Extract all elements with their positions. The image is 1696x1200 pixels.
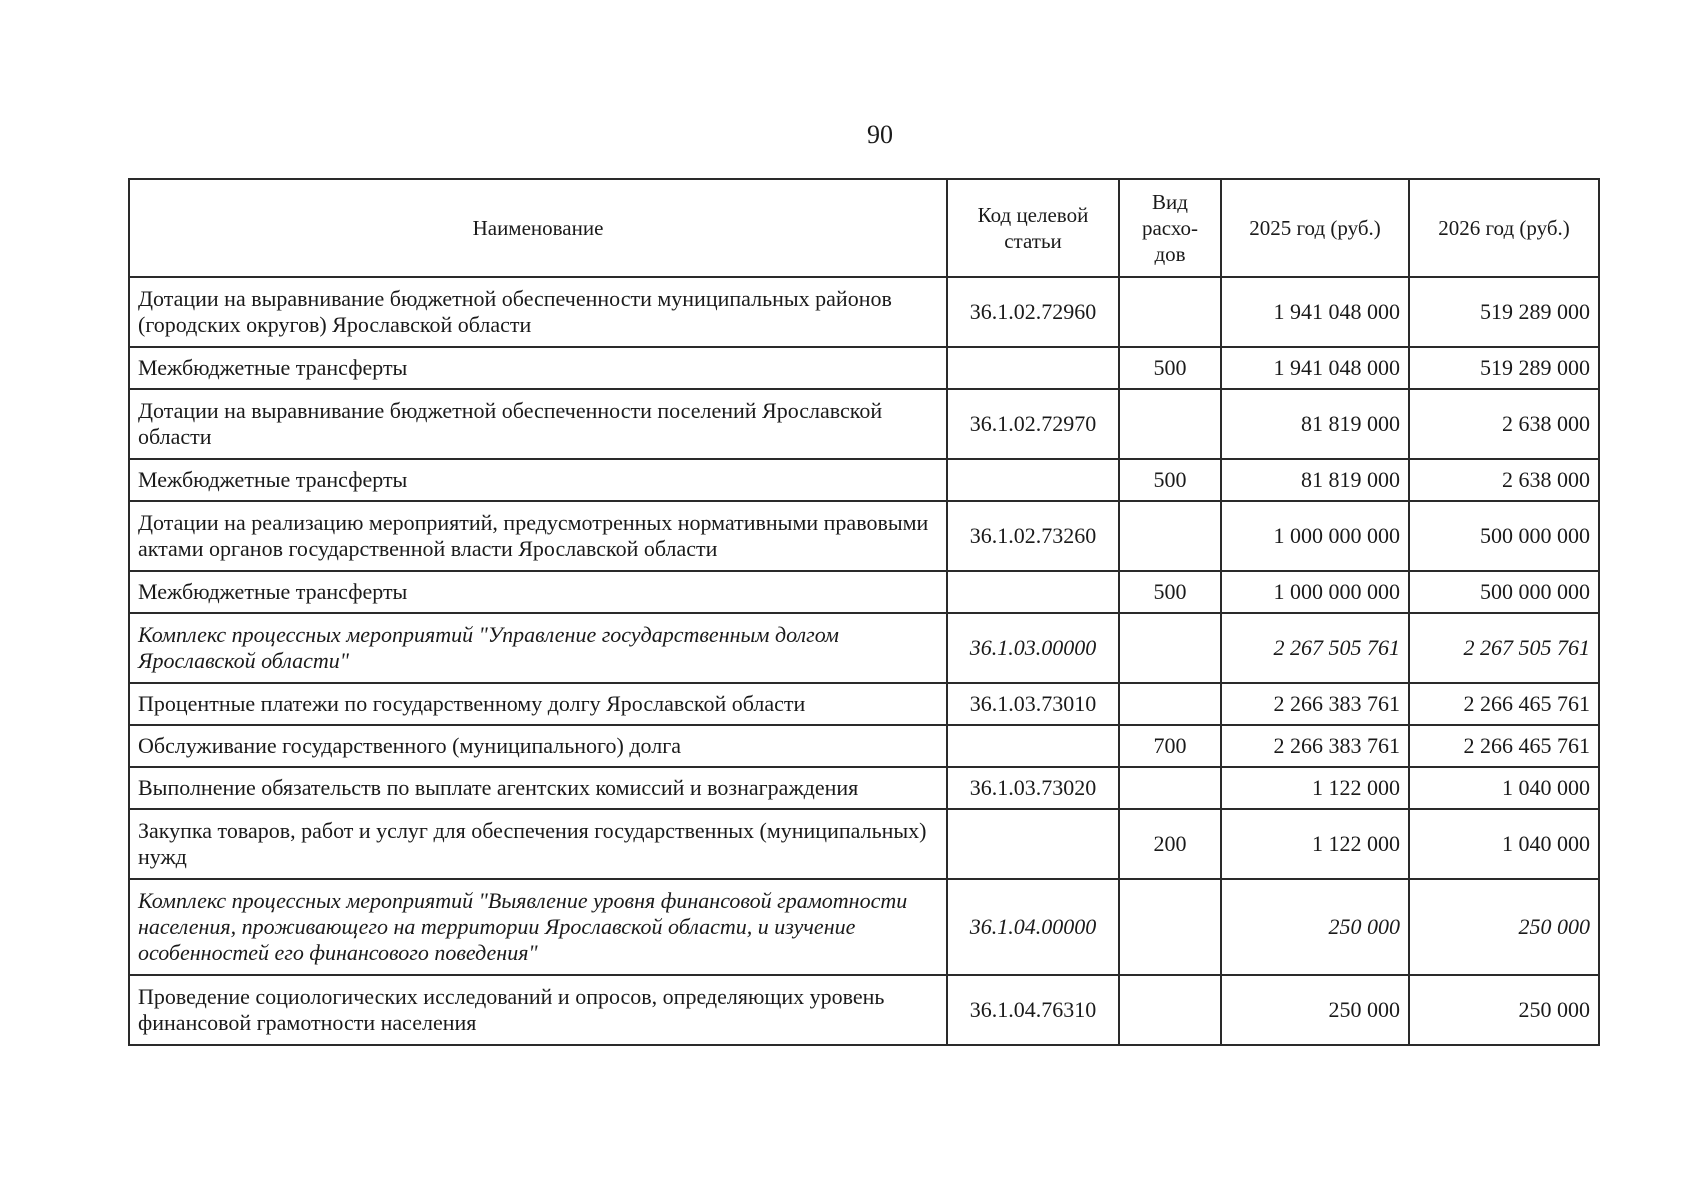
row-name: Процентные платежи по государственному долгу Ярославской области xyxy=(129,683,947,725)
row-amount-2026: 500 000 000 xyxy=(1409,571,1599,613)
row-expense-type xyxy=(1119,389,1221,459)
row-name: Закупка товаров, работ и услуг для обеспечения государственных (муниципальных) нужд xyxy=(129,809,947,879)
row-amount-2026: 2 267 505 761 xyxy=(1409,613,1599,683)
row-code xyxy=(947,809,1119,879)
row-expense-type xyxy=(1119,613,1221,683)
row-amount-2025: 2 266 383 761 xyxy=(1221,725,1409,767)
table-row xyxy=(129,683,1599,725)
row-amount-2025: 81 819 000 xyxy=(1221,389,1409,459)
header-row xyxy=(129,179,1599,277)
table-row xyxy=(129,809,1599,879)
table-row xyxy=(129,767,1599,809)
header-2025: 2025 год (руб.) xyxy=(1221,179,1409,277)
row-name: Комплекс процессных мероприятий "Выявление уровня финансовой грамотности населения, проживающего на территории Ярославской области, и изучение особенностей его финансового поведения" xyxy=(129,879,947,975)
table-row xyxy=(129,975,1599,1045)
header-code: Код целевой статьи xyxy=(947,179,1119,277)
table-row xyxy=(129,613,1599,683)
row-amount-2025: 1 122 000 xyxy=(1221,809,1409,879)
header-2026: 2026 год (руб.) xyxy=(1409,179,1599,277)
row-amount-2026: 2 266 465 761 xyxy=(1409,725,1599,767)
row-expense-type: 500 xyxy=(1119,571,1221,613)
table-row xyxy=(129,725,1599,767)
row-code: 36.1.02.73260 xyxy=(947,501,1119,571)
page-number: 90 xyxy=(867,120,893,149)
row-amount-2025: 250 000 xyxy=(1221,975,1409,1045)
row-code xyxy=(947,347,1119,389)
row-expense-type: 200 xyxy=(1119,809,1221,879)
table-row xyxy=(129,389,1599,459)
row-amount-2025: 1 000 000 000 xyxy=(1221,501,1409,571)
table-row xyxy=(129,879,1599,975)
row-amount-2026: 519 289 000 xyxy=(1409,277,1599,347)
table-row xyxy=(129,459,1599,501)
row-expense-type: 700 xyxy=(1119,725,1221,767)
row-amount-2025: 1 122 000 xyxy=(1221,767,1409,809)
row-name: Выполнение обязательств по выплате агентских комиссий и вознаграждения xyxy=(129,767,947,809)
row-expense-type xyxy=(1119,277,1221,347)
row-code xyxy=(947,459,1119,501)
row-amount-2026: 2 638 000 xyxy=(1409,389,1599,459)
table-row xyxy=(129,277,1599,347)
row-expense-type: 500 xyxy=(1119,459,1221,501)
budget-table xyxy=(128,178,1600,1046)
row-expense-type xyxy=(1119,975,1221,1045)
row-code xyxy=(947,725,1119,767)
row-name: Дотации на реализацию мероприятий, предусмотренных нормативными правовыми актами органов государственной власти Ярославской области xyxy=(129,501,947,571)
row-name: Комплекс процессных мероприятий "Управление государственным долгом Ярославской области" xyxy=(129,613,947,683)
row-amount-2026: 250 000 xyxy=(1409,975,1599,1045)
row-amount-2025: 1 941 048 000 xyxy=(1221,347,1409,389)
row-name: Проведение социологических исследований и опросов, определяющих уровень финансовой грамотности населения xyxy=(129,975,947,1045)
table-row xyxy=(129,571,1599,613)
row-name: Межбюджетные трансферты xyxy=(129,347,947,389)
row-code: 36.1.03.73010 xyxy=(947,683,1119,725)
row-amount-2026: 1 040 000 xyxy=(1409,767,1599,809)
row-amount-2025: 2 266 383 761 xyxy=(1221,683,1409,725)
row-code: 36.1.02.72970 xyxy=(947,389,1119,459)
row-amount-2025: 2 267 505 761 xyxy=(1221,613,1409,683)
row-amount-2025: 1 000 000 000 xyxy=(1221,571,1409,613)
row-expense-type xyxy=(1119,879,1221,975)
table-body xyxy=(129,277,1599,1045)
row-name: Межбюджетные трансферты xyxy=(129,571,947,613)
row-code: 36.1.03.00000 xyxy=(947,613,1119,683)
row-amount-2026: 2 266 465 761 xyxy=(1409,683,1599,725)
row-name: Межбюджетные трансферты xyxy=(129,459,947,501)
row-amount-2025: 81 819 000 xyxy=(1221,459,1409,501)
row-amount-2026: 500 000 000 xyxy=(1409,501,1599,571)
row-expense-type: 500 xyxy=(1119,347,1221,389)
row-amount-2026: 1 040 000 xyxy=(1409,809,1599,879)
row-code: 36.1.04.00000 xyxy=(947,879,1119,975)
row-code: 36.1.03.73020 xyxy=(947,767,1119,809)
row-expense-type xyxy=(1119,501,1221,571)
row-expense-type xyxy=(1119,683,1221,725)
table-row xyxy=(129,501,1599,571)
row-amount-2026: 250 000 xyxy=(1409,879,1599,975)
row-name: Дотации на выравнивание бюджетной обеспеченности поселений Ярославской области xyxy=(129,389,947,459)
row-expense-type xyxy=(1119,767,1221,809)
row-amount-2025: 250 000 xyxy=(1221,879,1409,975)
row-code: 36.1.04.76310 xyxy=(947,975,1119,1045)
row-code xyxy=(947,571,1119,613)
row-amount-2026: 2 638 000 xyxy=(1409,459,1599,501)
header-type: Вид расхо-дов xyxy=(1119,179,1221,277)
row-amount-2025: 1 941 048 000 xyxy=(1221,277,1409,347)
row-code: 36.1.02.72960 xyxy=(947,277,1119,347)
row-name: Обслуживание государственного (муниципального) долга xyxy=(129,725,947,767)
row-name: Дотации на выравнивание бюджетной обеспеченности муниципальных районов (городских округов) Ярославской области xyxy=(129,277,947,347)
row-amount-2026: 519 289 000 xyxy=(1409,347,1599,389)
header-name: Наименование xyxy=(129,179,947,277)
table-row xyxy=(129,347,1599,389)
